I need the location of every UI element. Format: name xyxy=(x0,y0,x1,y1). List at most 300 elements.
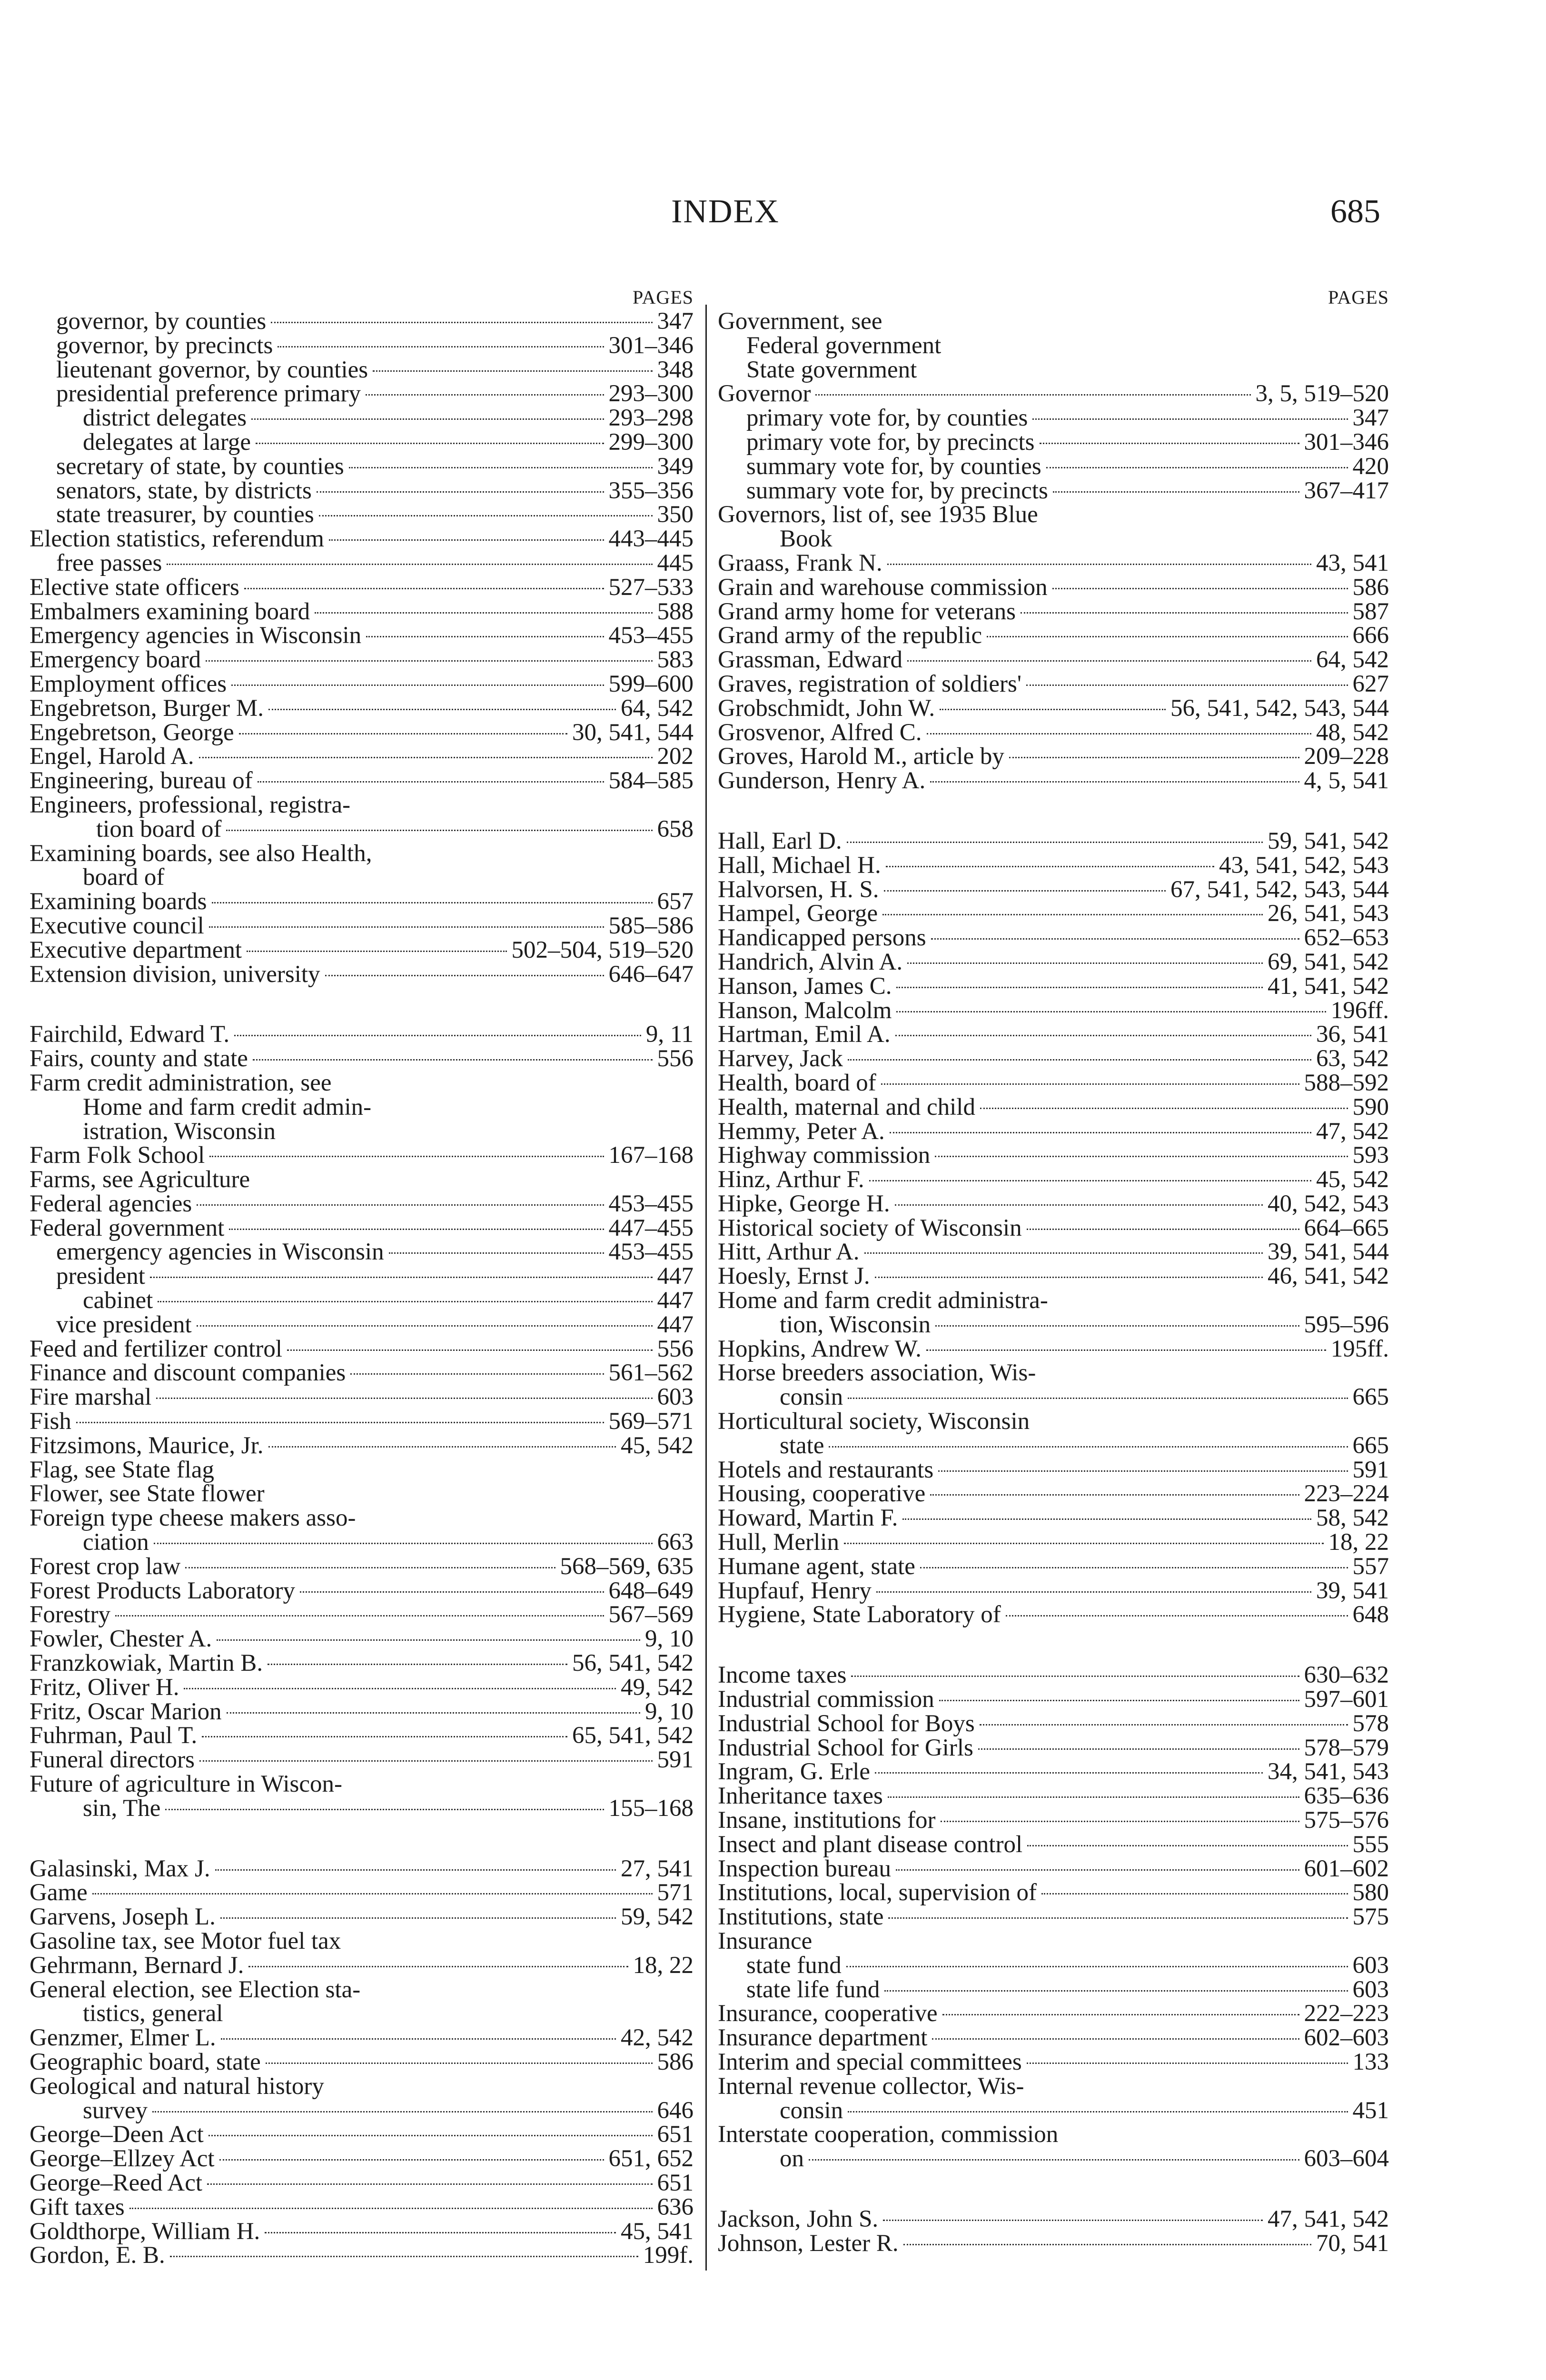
index-entry xyxy=(718,648,1389,672)
index-entry xyxy=(30,696,694,721)
dot-leader xyxy=(156,1397,652,1399)
dot-leader xyxy=(115,1614,604,1616)
index-entry xyxy=(30,817,694,842)
entry-pages: 657 xyxy=(657,888,694,915)
entry-term: Income taxes xyxy=(718,1662,847,1689)
entry-term: Hitt, Arthur A. xyxy=(718,1239,860,1266)
index-entry xyxy=(718,1929,1389,1954)
entry-term: Hall, Michael H. xyxy=(718,852,881,879)
entry-pages: 26, 541, 543 xyxy=(1268,900,1389,927)
entry-pages: 167–168 xyxy=(608,1142,694,1169)
index-entry xyxy=(718,744,1389,769)
dot-leader xyxy=(939,1699,1299,1701)
index-entry xyxy=(718,672,1389,696)
index-entry xyxy=(718,1482,1389,1506)
entry-pages: 584–585 xyxy=(608,767,694,794)
index-entry xyxy=(718,769,1389,793)
index-entry xyxy=(718,696,1389,721)
entry-pages: 9, 11 xyxy=(645,1021,694,1048)
dot-leader xyxy=(185,1566,555,1568)
entry-pages: 568–569, 635 xyxy=(560,1553,694,1580)
index-entry xyxy=(30,2002,694,2026)
entry-pages: 556 xyxy=(657,1335,694,1362)
index-entry xyxy=(30,1603,694,1627)
dot-leader xyxy=(231,684,604,686)
entry-pages: 293–300 xyxy=(608,380,694,407)
dot-leader xyxy=(150,1276,653,1278)
entry-pages: 36, 541 xyxy=(1316,1021,1389,1048)
dot-leader xyxy=(851,1675,1299,1677)
index-entry xyxy=(30,2050,694,2074)
dot-leader xyxy=(844,1542,1324,1544)
dot-leader xyxy=(212,901,653,903)
dot-leader xyxy=(227,1711,640,1714)
entry-pages: 445 xyxy=(657,549,694,576)
index-entry xyxy=(718,1978,1389,2002)
entry-pages: 651 xyxy=(657,2121,694,2148)
page-number: 685 xyxy=(1330,193,1380,230)
entry-term: Gunderson, Henry A. xyxy=(718,767,926,794)
index-entry xyxy=(30,1409,694,1434)
index-entry xyxy=(718,853,1389,878)
dot-leader xyxy=(907,659,1311,662)
index-entry xyxy=(30,1337,694,1361)
dot-leader xyxy=(197,1324,653,1327)
index-entry xyxy=(718,1555,1389,1579)
entry-pages: 209–228 xyxy=(1304,743,1389,770)
dot-leader xyxy=(199,1759,653,1762)
entry-term: Emergency agencies in Wisconsin xyxy=(30,622,362,649)
index-entry xyxy=(30,744,694,769)
entry-term: state life fund xyxy=(746,1976,880,2003)
entry-term: Fire marshal xyxy=(30,1384,152,1411)
dot-leader xyxy=(882,913,1263,915)
dot-leader xyxy=(266,2062,653,2064)
entry-pages: 567–569 xyxy=(608,1601,694,1628)
index-entry xyxy=(718,926,1389,950)
entry-pages: 155–168 xyxy=(608,1795,694,1822)
dot-leader xyxy=(219,2158,604,2161)
entry-term: Engebretson, Burger M. xyxy=(30,694,264,722)
entry-term: primary vote for, by counties xyxy=(746,405,1028,432)
entry-pages: 453–455 xyxy=(608,1190,694,1217)
entry-pages: 453–455 xyxy=(608,1239,694,1266)
dot-leader xyxy=(315,611,652,614)
dot-leader xyxy=(277,345,604,347)
dot-leader xyxy=(932,2037,1299,2040)
dot-leader xyxy=(234,1034,641,1036)
entry-term: Governor xyxy=(718,380,811,407)
dot-leader xyxy=(271,321,652,323)
index-entry xyxy=(718,575,1389,600)
entry-pages: 223–224 xyxy=(1304,1480,1389,1507)
dot-leader xyxy=(935,1155,1348,1157)
entry-term: Engebretson, George xyxy=(30,719,234,746)
index-entry xyxy=(718,600,1389,624)
entry-term: Insurance department xyxy=(718,2024,928,2052)
entry-term: ciation xyxy=(83,1529,149,1556)
dot-leader xyxy=(220,1916,616,1919)
entry-term: Interstate cooperation, commission xyxy=(718,2121,1059,2148)
index-entry xyxy=(30,1579,694,1603)
dot-leader xyxy=(876,1590,1311,1593)
entry-term: free passes xyxy=(56,549,162,576)
index-entry xyxy=(718,2050,1389,2074)
dot-leader xyxy=(846,1965,1348,1967)
entry-pages: 586 xyxy=(1352,574,1389,601)
entry-term: Grand army of the republic xyxy=(718,622,982,649)
dot-leader xyxy=(215,1868,616,1871)
index-entry xyxy=(718,2026,1389,2050)
index-entry xyxy=(718,309,1389,334)
entry-term: Goldthorpe, William H. xyxy=(30,2218,260,2245)
dot-leader xyxy=(265,2231,616,2233)
entry-pages: 59, 542 xyxy=(621,1904,694,1931)
index-entry xyxy=(30,527,694,551)
entry-pages: 3, 5, 519–520 xyxy=(1255,380,1389,407)
dot-leader xyxy=(896,1868,1299,1871)
entry-term: Fairs, county and state xyxy=(30,1045,248,1072)
index-entry xyxy=(718,902,1389,926)
index-entry xyxy=(30,1361,694,1385)
entry-term: presidential preference primary xyxy=(56,380,361,407)
entry-term: Genzmer, Elmer L. xyxy=(30,2024,216,2052)
entry-term: Hinz, Arthur F. xyxy=(718,1166,864,1193)
entry-pages: 666 xyxy=(1352,622,1389,649)
entry-pages: 578–579 xyxy=(1304,1734,1389,1761)
dot-leader xyxy=(256,442,604,444)
index-entry xyxy=(30,1434,694,1458)
dot-leader xyxy=(907,962,1263,964)
dot-leader xyxy=(1040,442,1299,444)
entry-term: Grobschmidt, John W. xyxy=(718,694,935,722)
index-entry xyxy=(718,1361,1389,1385)
entry-term: summary vote for, by counties xyxy=(746,453,1041,480)
dot-leader xyxy=(978,1747,1299,1750)
index-entry xyxy=(30,793,694,817)
entry-pages: 301–346 xyxy=(608,332,694,359)
index-entry xyxy=(30,1724,694,1748)
index-entry xyxy=(30,1506,694,1530)
index-entry xyxy=(718,1857,1389,1881)
entry-pages: 349 xyxy=(657,453,694,480)
entry-term: Feed and fertilizer control xyxy=(30,1335,283,1362)
dot-leader xyxy=(208,2134,653,2136)
index-entry xyxy=(718,1712,1389,1736)
entry-term: Health, board of xyxy=(718,1069,876,1096)
section-gap xyxy=(718,793,1389,829)
index-entry xyxy=(30,1143,694,1168)
dot-leader xyxy=(887,563,1311,565)
index-entry xyxy=(718,1808,1389,1833)
entry-pages: 603 xyxy=(657,1384,694,1411)
entry-pages: 355–356 xyxy=(608,477,694,504)
index-entry xyxy=(30,455,694,479)
dot-leader xyxy=(903,2243,1311,2245)
index-entry xyxy=(718,527,1389,551)
entry-term: Emergency board xyxy=(30,646,201,674)
index-entry xyxy=(718,1313,1389,1337)
entry-pages: 222–223 xyxy=(1304,2000,1389,2027)
index-entry xyxy=(718,1905,1389,1929)
index-entry xyxy=(30,1627,694,1651)
index-entry xyxy=(718,479,1389,503)
index-entry xyxy=(718,1289,1389,1313)
entry-pages: 664–665 xyxy=(1304,1214,1389,1241)
dot-leader xyxy=(920,1566,1348,1568)
entry-pages: 18, 22 xyxy=(1328,1529,1389,1556)
entry-term: Grosvenor, Alfred C. xyxy=(718,719,922,746)
entry-term: Historical society of Wisconsin xyxy=(718,1214,1022,1241)
entry-term: Fish xyxy=(30,1408,71,1435)
entry-term: Hall, Earl D. xyxy=(718,827,842,854)
dot-leader xyxy=(980,1107,1348,1109)
entry-term: consin xyxy=(780,1384,843,1411)
entry-term: Finance and discount companies xyxy=(30,1359,346,1387)
dot-leader xyxy=(864,1251,1263,1254)
index-entry xyxy=(30,1022,694,1047)
dot-leader xyxy=(1041,1892,1348,1894)
entry-pages: 47, 541, 542 xyxy=(1268,2205,1389,2232)
index-entry xyxy=(718,2002,1389,2026)
entry-term: State government xyxy=(746,356,917,383)
index-entry xyxy=(30,2074,694,2099)
entry-term: vice president xyxy=(56,1311,192,1338)
entry-pages: 64, 542 xyxy=(621,694,694,722)
entry-pages: 447 xyxy=(657,1263,694,1290)
dot-leader xyxy=(1052,587,1348,589)
entry-pages: 46, 541, 542 xyxy=(1268,1263,1389,1290)
dot-leader xyxy=(1046,466,1348,468)
entry-pages: 588–592 xyxy=(1304,1069,1389,1096)
entry-term: Gordon, E. B. xyxy=(30,2242,165,2269)
entry-term: on xyxy=(780,2145,804,2172)
index-entry xyxy=(30,1216,694,1240)
entry-pages: 45, 542 xyxy=(621,1432,694,1459)
entry-term: George–Deen Act xyxy=(30,2121,204,2148)
dot-leader xyxy=(268,708,616,710)
entry-term: General election, see Election sta- xyxy=(30,1976,361,2003)
dot-leader xyxy=(319,514,653,516)
dot-leader xyxy=(869,1179,1311,1181)
index-entry xyxy=(718,1143,1389,1168)
dot-leader xyxy=(373,369,652,372)
dot-leader xyxy=(930,780,1299,783)
entry-pages: 583 xyxy=(657,646,694,674)
index-entry xyxy=(718,1458,1389,1482)
dot-leader xyxy=(350,1372,604,1375)
entry-pages: 651, 652 xyxy=(608,2145,694,2172)
entry-term: Executive council xyxy=(30,912,204,939)
entry-pages: 665 xyxy=(1352,1432,1389,1459)
index-entry xyxy=(718,878,1389,902)
index-entry xyxy=(30,479,694,503)
entry-pages: 502–504, 519–520 xyxy=(511,936,694,963)
entry-pages: 65, 541, 542 xyxy=(572,1722,694,1749)
index-entry xyxy=(718,1760,1389,1784)
entry-pages: 571 xyxy=(657,1879,694,1906)
entry-pages: 43, 541 xyxy=(1316,549,1389,576)
entry-term: cabinet xyxy=(83,1287,153,1314)
dot-leader xyxy=(167,563,652,565)
dot-leader xyxy=(221,2037,616,2040)
dot-leader xyxy=(938,1469,1348,1472)
entry-pages: 347 xyxy=(657,308,694,335)
index-entry xyxy=(30,1095,694,1120)
entry-term: Harvey, Jack xyxy=(718,1045,843,1072)
entry-pages: 603 xyxy=(1352,1952,1389,1979)
entry-pages: 587 xyxy=(1352,598,1389,625)
index-entry xyxy=(30,1240,694,1264)
entry-pages: 601–602 xyxy=(1304,1855,1389,1882)
dot-leader xyxy=(1032,417,1348,420)
index-entry xyxy=(30,2243,694,2268)
dot-leader xyxy=(848,1058,1311,1061)
index-entry xyxy=(30,1857,694,1881)
entry-pages: 56, 541, 542, 543, 544 xyxy=(1170,694,1389,722)
index-entry xyxy=(718,829,1389,853)
entry-term: Galasinski, Max J. xyxy=(30,1855,210,1882)
entry-term: senators, state, by districts xyxy=(56,477,312,504)
entry-pages: 580 xyxy=(1352,1879,1389,1906)
entry-term: tistics, general xyxy=(83,2000,223,2027)
entry-pages: 555 xyxy=(1352,1831,1389,1858)
entry-pages: 585–586 xyxy=(608,912,694,939)
entry-pages: 41, 541, 542 xyxy=(1268,972,1389,1000)
index-entry xyxy=(30,575,694,600)
entry-term: Funeral directors xyxy=(30,1746,195,1774)
entry-term: Federal government xyxy=(746,332,941,359)
index-entry xyxy=(30,2195,694,2220)
entry-term: Interim and special committees xyxy=(718,2048,1022,2075)
entry-term: Housing, cooperative xyxy=(718,1480,926,1507)
entry-pages: 652–653 xyxy=(1304,924,1389,952)
entry-pages: 199f. xyxy=(643,2242,694,2269)
entry-term: Inspection bureau xyxy=(718,1855,891,1882)
index-entry xyxy=(718,1409,1389,1434)
index-entry xyxy=(30,2220,694,2244)
entry-pages: 64, 542 xyxy=(1316,646,1389,674)
dot-leader xyxy=(980,1723,1348,1726)
index-entry xyxy=(718,1095,1389,1120)
entry-term: Insurance, cooperative xyxy=(718,2000,938,2027)
entry-term: Geographic board, state xyxy=(30,2048,261,2075)
index-entry xyxy=(718,950,1389,974)
dot-leader xyxy=(366,393,604,396)
index-entry xyxy=(30,1530,694,1555)
entry-term: George–Ellzey Act xyxy=(30,2145,215,2172)
dot-leader xyxy=(165,1808,604,1810)
entry-pages: 350 xyxy=(657,501,694,528)
dot-leader xyxy=(902,1517,1311,1520)
pages-column-label: PAGES xyxy=(1328,287,1389,308)
index-entry xyxy=(30,1192,694,1216)
entry-pages: 443–445 xyxy=(608,526,694,553)
dot-leader xyxy=(935,1324,1299,1327)
entry-pages: 70, 541 xyxy=(1316,2230,1389,2257)
entry-term: state xyxy=(780,1432,824,1459)
entry-term: Governors, list of, see 1935 Blue xyxy=(718,501,1038,528)
index-entry xyxy=(718,2147,1389,2171)
dot-leader xyxy=(197,1203,604,1206)
index-entry xyxy=(718,1385,1389,1409)
entry-term: Farm credit administration, see xyxy=(30,1069,332,1096)
entry-pages: 63, 542 xyxy=(1316,1045,1389,1072)
entry-term: board of xyxy=(83,864,165,891)
dot-leader xyxy=(226,829,652,831)
entry-term: Forest crop law xyxy=(30,1553,181,1580)
entry-pages: 45, 542 xyxy=(1316,1166,1389,1193)
entry-term: Fritz, Oscar Marion xyxy=(30,1698,222,1725)
entry-pages: 627 xyxy=(1352,670,1389,697)
entry-pages: 586 xyxy=(657,2048,694,2075)
entry-term: Ingram, G. Erle xyxy=(718,1758,871,1785)
index-entry xyxy=(718,382,1389,406)
entry-term: Home and farm credit administra- xyxy=(718,1287,1048,1314)
entry-term: Handrich, Alvin A. xyxy=(718,948,903,975)
index-entry xyxy=(30,1772,694,1796)
entry-pages: 195ff. xyxy=(1330,1335,1389,1362)
entry-term: Fitzsimons, Maurice, Jr. xyxy=(30,1432,264,1459)
entry-pages: 591 xyxy=(657,1746,694,1774)
entry-term: governor, by precincts xyxy=(56,332,273,359)
index-entry xyxy=(718,1337,1389,1361)
dot-leader xyxy=(152,2110,653,2112)
index-entry xyxy=(30,406,694,430)
entry-pages: 453–455 xyxy=(608,622,694,649)
dot-leader xyxy=(1053,490,1299,493)
entry-term: Fowler, Chester A. xyxy=(30,1626,212,1653)
entry-term: Foreign type cheese makers asso- xyxy=(30,1505,356,1532)
entry-term: summary vote for, by precincts xyxy=(746,477,1048,504)
entry-pages: 34, 541, 543 xyxy=(1268,1758,1389,1785)
entry-term: Embalmers examining board xyxy=(30,598,310,625)
index-entry xyxy=(718,1736,1389,1760)
entry-term: emergency agencies in Wisconsin xyxy=(56,1239,384,1266)
entry-pages: 451 xyxy=(1352,2097,1389,2124)
index-entry xyxy=(30,1796,694,1821)
entry-pages: 45, 541 xyxy=(621,2218,694,2245)
index-entry-list xyxy=(718,309,1389,2256)
dot-leader xyxy=(941,1820,1299,1822)
index-entry xyxy=(718,1881,1389,1905)
entry-term: Hupfauf, Henry xyxy=(718,1577,872,1604)
entry-pages: 527–533 xyxy=(608,574,694,601)
entry-pages: 47, 542 xyxy=(1316,1118,1389,1145)
index-entry xyxy=(718,455,1389,479)
entry-pages: 196ff. xyxy=(1330,997,1389,1024)
entry-pages: 447 xyxy=(657,1287,694,1314)
entry-pages: 590 xyxy=(1352,1093,1389,1121)
index-entry xyxy=(30,938,694,962)
entry-term: Book xyxy=(780,526,832,553)
index-entry xyxy=(30,1289,694,1313)
dot-leader xyxy=(239,732,567,734)
index-entry xyxy=(718,2074,1389,2099)
dot-leader xyxy=(875,1771,1263,1774)
entry-term: Game xyxy=(30,1879,88,1906)
entry-pages: 630–632 xyxy=(1304,1662,1389,1689)
entry-term: Insect and plant disease control xyxy=(718,1831,1023,1858)
entry-term: Executive department xyxy=(30,936,242,963)
index-entry xyxy=(718,1216,1389,1240)
entry-pages: 602–603 xyxy=(1304,2024,1389,2052)
index-entry xyxy=(30,1385,694,1409)
index-entry xyxy=(30,2171,694,2195)
dot-leader xyxy=(92,1892,653,1894)
entry-pages: 299–300 xyxy=(608,428,694,456)
entry-pages: 646–647 xyxy=(608,961,694,988)
